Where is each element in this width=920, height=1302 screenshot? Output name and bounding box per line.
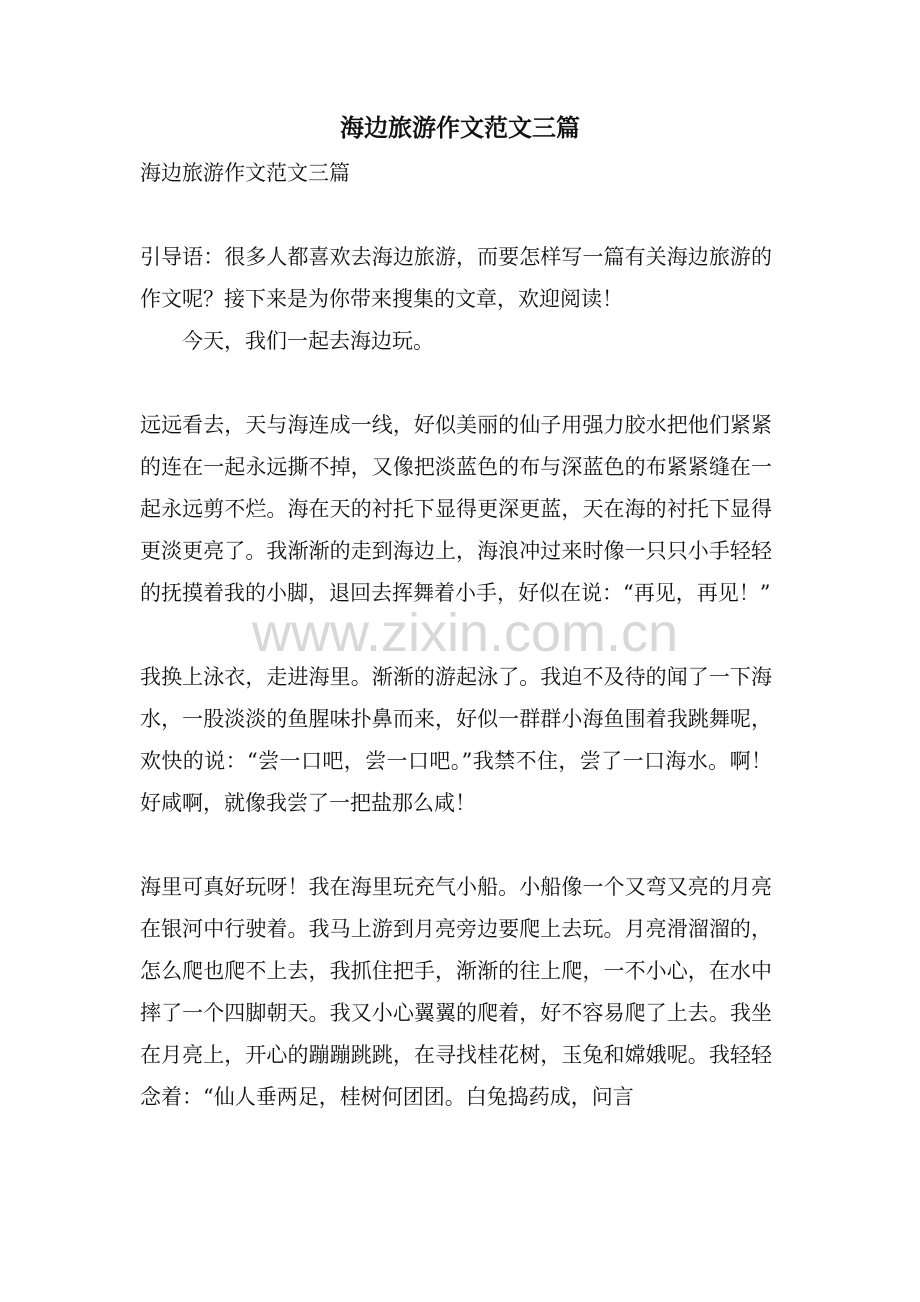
watermark: www.zixin.com.cn <box>251 603 679 663</box>
document-title: 海边旅游作文范文三篇 <box>340 113 580 142</box>
paragraph-intro: 引导语：很多人都喜欢去海边旅游，而要怎样写一篇有关海边旅游的作文呢？接下来是为你带来搜集的文章，欢迎阅读！ <box>140 245 772 311</box>
paragraph-sea-view: 远远看去，天与海连成一线，好似美丽的仙子用强力胶水把他们紧紧的连在一起永远撕不掉，又像把淡蓝色的布与深蓝色的布紧紧缝在一起永远剪不烂。海在天的衬托下显得更深更蓝，天在海的衬托下显得更淡更亮了。我渐渐的走到海边上，海浪冲过来时像一只只小手轻轻的抚摸着我的小脚，退回去挥舞着小手，好似在说：“再见，再见！” <box>140 413 772 605</box>
document-body <box>140 152 772 1118</box>
paragraph-gap <box>140 194 772 236</box>
document-subtitle: 海边旅游作文范文三篇 <box>140 161 350 185</box>
paragraph-swimming: 我换上泳衣，走进海里。渐渐的游起泳了。我迫不及待的闻了一下海水，一股淡淡的鱼腥味扑鼻而来，好似一群群小海鱼围着我跳舞呢，欢快的说：“尝一口吧，尝一口吧。”我禁不住，尝了一口海水。啊！好咸啊，就像我尝了一把盐那么咸！ <box>140 665 772 815</box>
paragraph-today: 今天，我们一起去海边玩。 <box>182 329 434 353</box>
paragraph-gap <box>140 614 772 656</box>
paragraph-gap <box>140 824 772 866</box>
paragraph-gap <box>140 362 772 404</box>
paragraph-boat: 海里可真好玩呀！我在海里玩充气小船。小船像一个又弯又亮的月亮在银河中行驶着。我马上游到月亮旁边要爬上去玩。月亮滑溜溜的，怎么爬也爬不上去，我抓住把手，渐渐的往上爬，一不小心，在水中摔了一个四脚朝天。我又小心翼翼的爬着，好不容易爬了上去。我坐在月亮上，开心的蹦蹦跳跳，在寻找桂花树，玉兔和嫦娥呢。我轻轻念着：“仙人垂两足，桂树何团团。白兔捣药成，问言 <box>140 875 772 1109</box>
